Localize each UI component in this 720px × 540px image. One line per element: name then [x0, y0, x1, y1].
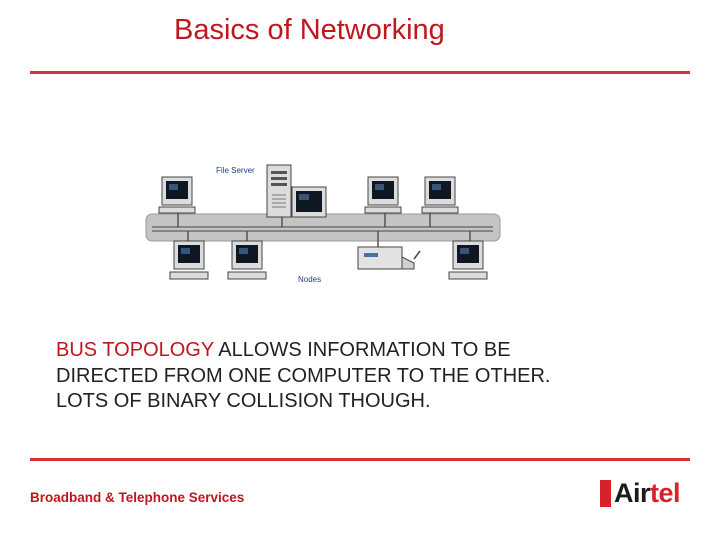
bottom-divider: [30, 458, 690, 461]
top-divider: [30, 71, 690, 74]
slide-title: Basics of Networking: [174, 14, 445, 46]
body-line-2: DIRECTED FROM ONE COMPUTER TO THE OTHER.: [56, 364, 551, 387]
file-server-label: File Server: [216, 166, 255, 175]
file-server-icon: [267, 165, 291, 217]
body-line-3: LOTS OF BINARY COLLISION THOUGH.: [56, 390, 431, 412]
computer-icon: [422, 177, 458, 213]
logo-mark-icon: [600, 480, 611, 507]
body-line-1: ALLOWS INFORMATION TO BE: [213, 339, 511, 361]
server-monitor-icon: [292, 187, 326, 217]
airtel-logo: [600, 476, 680, 510]
nodes-label: Nodes: [298, 275, 322, 284]
printer-icon: [358, 247, 420, 269]
highlight-term: BUS TOPOLOGY: [56, 339, 214, 361]
logo-word: Airtel: [614, 478, 681, 508]
computer-icon: [159, 177, 195, 213]
computer-icon: [365, 177, 401, 213]
body-paragraph: [56, 338, 696, 415]
footer-text: Broadband & Telephone Services: [30, 490, 245, 505]
bus-topology-diagram: [130, 155, 510, 290]
computer-icon: [449, 241, 487, 279]
computer-icon: [170, 241, 208, 279]
computer-icon: [228, 241, 266, 279]
